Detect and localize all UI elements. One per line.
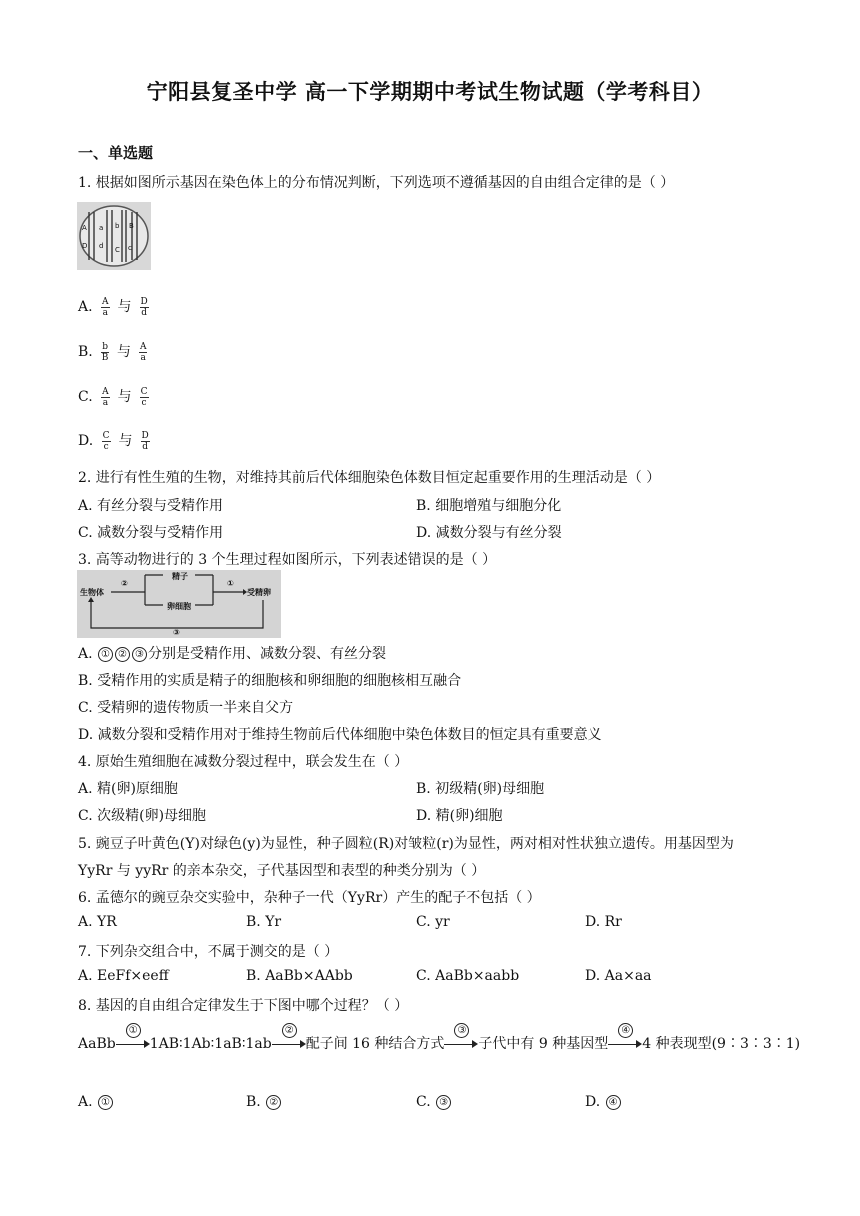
q3-stem: 3. 高等动物进行的 3 个生理过程如图所示，下列表述错误的是（ ） <box>78 552 497 568</box>
q7-option-b[interactable]: B. AaBb×AAbb <box>246 968 353 984</box>
circled-3: ③ <box>132 647 147 662</box>
flow-step: 4 种表现型(9∶3∶3∶1) <box>642 1036 801 1052</box>
q7-option-c[interactable]: C. AaBb×aabb <box>416 968 520 984</box>
q3-option-a[interactable] <box>78 643 386 663</box>
q2-option-d[interactable]: D. 减数分裂与有丝分裂 <box>416 525 562 541</box>
conj: 与 <box>117 389 132 405</box>
q8-option-d[interactable]: D. ④ <box>585 1094 622 1110</box>
fig-sperm: 精子 <box>172 572 188 581</box>
option-letter: A. <box>78 646 93 662</box>
option-letter: A. <box>78 299 93 315</box>
fraction: $\frac{D}{d}$ <box>140 296 148 318</box>
q1-stem: 1. 根据如图所示基因在染色体上的分布情况判断，下列选项不遵循基因的自由组合定律的是（ ） <box>78 175 675 191</box>
q5-stem-line2: YyRr 与 yyRr 的亲本杂交，子代基因型和表型的种类分别为（ ） <box>78 863 486 879</box>
q1-option-a[interactable] <box>78 296 153 318</box>
q6-option-d[interactable]: D. Rr <box>585 914 622 930</box>
conj: 与 <box>116 344 131 360</box>
fig-label-d: d <box>99 242 104 250</box>
fig-num-2: ② <box>121 579 128 588</box>
page-title: 宁阳县复圣中学 高一下学期期中考试生物试题（学考科目） <box>146 79 714 104</box>
q2-option-c[interactable]: C. 减数分裂与受精作用 <box>78 525 224 541</box>
option-letter: C. <box>78 389 93 405</box>
q1-option-c[interactable] <box>78 386 153 408</box>
arrow-icon: ① <box>116 1037 150 1051</box>
conj: 与 <box>117 299 132 315</box>
flow-step: 1AB∶1Ab∶1aB∶1ab <box>149 1036 272 1052</box>
fig-num-1: ① <box>227 579 234 588</box>
fig-organism: 生物体 <box>80 588 104 597</box>
arrow-icon: ② <box>272 1037 306 1051</box>
q3-option-b[interactable]: B. 受精作用的实质是精子的细胞核和卵细胞的细胞核相互融合 <box>78 673 462 689</box>
q6-stem: 6. 孟德尔的豌豆杂交实验中，杂种子一代（YyRr）产生的配子不包括（ ） <box>78 890 541 906</box>
q2-option-a[interactable]: A. 有丝分裂与受精作用 <box>78 498 224 514</box>
arrow-icon: ③ <box>444 1037 478 1051</box>
q7-option-a[interactable]: A. EeFf×eeff <box>78 968 169 984</box>
fig-num-3: ③ <box>173 628 180 637</box>
fraction: $\frac{b}{B}$ <box>101 341 109 363</box>
option-text: 分别是受精作用、减数分裂、有丝分裂 <box>148 646 387 662</box>
q8-option-b[interactable]: B. ② <box>246 1094 282 1110</box>
fig-label-A: A <box>82 224 87 232</box>
conj: 与 <box>118 433 133 449</box>
fraction: $\frac{C}{c}$ <box>102 430 110 452</box>
fig-label-a: a <box>99 224 104 232</box>
q4-option-c[interactable]: C. 次级精(卵)母细胞 <box>78 808 207 824</box>
q7-stem: 7. 下列杂交组合中，不属于测交的是（ ） <box>78 944 339 960</box>
q2-option-b[interactable]: B. 细胞增殖与细胞分化 <box>416 498 562 514</box>
flow-step: AaBb <box>78 1036 116 1052</box>
fig-zygote: 受精卵 <box>247 588 271 597</box>
q4-option-d[interactable]: D. 精(卵)细胞 <box>416 808 503 824</box>
q4-option-b[interactable]: B. 初级精(卵)母细胞 <box>416 781 545 797</box>
fig-label-B: B <box>129 222 134 230</box>
fig-egg: 卵细胞 <box>167 602 191 611</box>
section-heading: 一、单选题 <box>78 144 154 162</box>
q5-stem-line1: 5. 豌豆子叶黄色(Y)对绿色(y)为显性，种子圆粒(R)对皱粒(r)为显性，两对相对性状独立遗传。用基因型为 <box>78 836 734 852</box>
q6-option-b[interactable]: B. Yr <box>246 914 282 930</box>
arrow-icon: ④ <box>608 1037 642 1051</box>
flow-step: 子代中有 9 种基因型 <box>478 1036 609 1052</box>
q1-option-d[interactable] <box>78 430 154 452</box>
option-letter: B. <box>78 344 93 360</box>
q8-flow-diagram <box>78 1025 801 1053</box>
circled-1: ① <box>98 647 113 662</box>
fraction: $\frac{C}{c}$ <box>140 386 148 408</box>
q3-option-d[interactable]: D. 减数分裂和受精作用对于维持生物前后代体细胞中染色体数目的恒定具有重要意义 <box>78 727 602 743</box>
q1-chromosome-figure <box>77 202 151 270</box>
q3-option-c[interactable]: C. 受精卵的遗传物质一半来自父方 <box>78 700 294 716</box>
fig-label-C: C <box>115 246 120 254</box>
q4-stem: 4. 原始生殖细胞在减数分裂过程中，联会发生在（ ） <box>78 754 409 770</box>
q4-option-a[interactable]: A. 精(卵)原细胞 <box>78 781 178 797</box>
q8-stem: 8. 基因的自由组合定律发生于下图中哪个过程？（ ） <box>78 998 409 1014</box>
circled-2: ② <box>115 647 130 662</box>
q6-option-c[interactable]: C. yr <box>416 914 450 930</box>
q3-process-figure <box>77 570 281 638</box>
q8-option-c[interactable]: C. ③ <box>416 1094 452 1110</box>
fig-label-c: c <box>128 244 132 252</box>
q2-stem: 2. 进行有性生殖的生物，对维持其前后代体细胞染色体数目恒定起重要作用的生理活动是（ ） <box>78 470 661 486</box>
fraction: $\frac{D}{d}$ <box>141 430 149 452</box>
option-letter: D. <box>78 433 94 449</box>
fraction: $\frac{A}{a}$ <box>102 386 109 408</box>
q1-option-b[interactable] <box>78 341 151 363</box>
fig-label-D: D <box>82 242 88 250</box>
flow-step: 配子间 16 种结合方式 <box>305 1036 445 1052</box>
fraction: $\frac{A}{a}$ <box>139 341 147 363</box>
fig-label-b: b <box>115 222 120 230</box>
q8-option-a[interactable]: A. ① <box>78 1094 114 1110</box>
fraction: $\frac{A}{a}$ <box>102 296 109 318</box>
q7-option-d[interactable]: D. Aa×aa <box>585 968 652 984</box>
q6-option-a[interactable]: A. YR <box>78 914 117 930</box>
